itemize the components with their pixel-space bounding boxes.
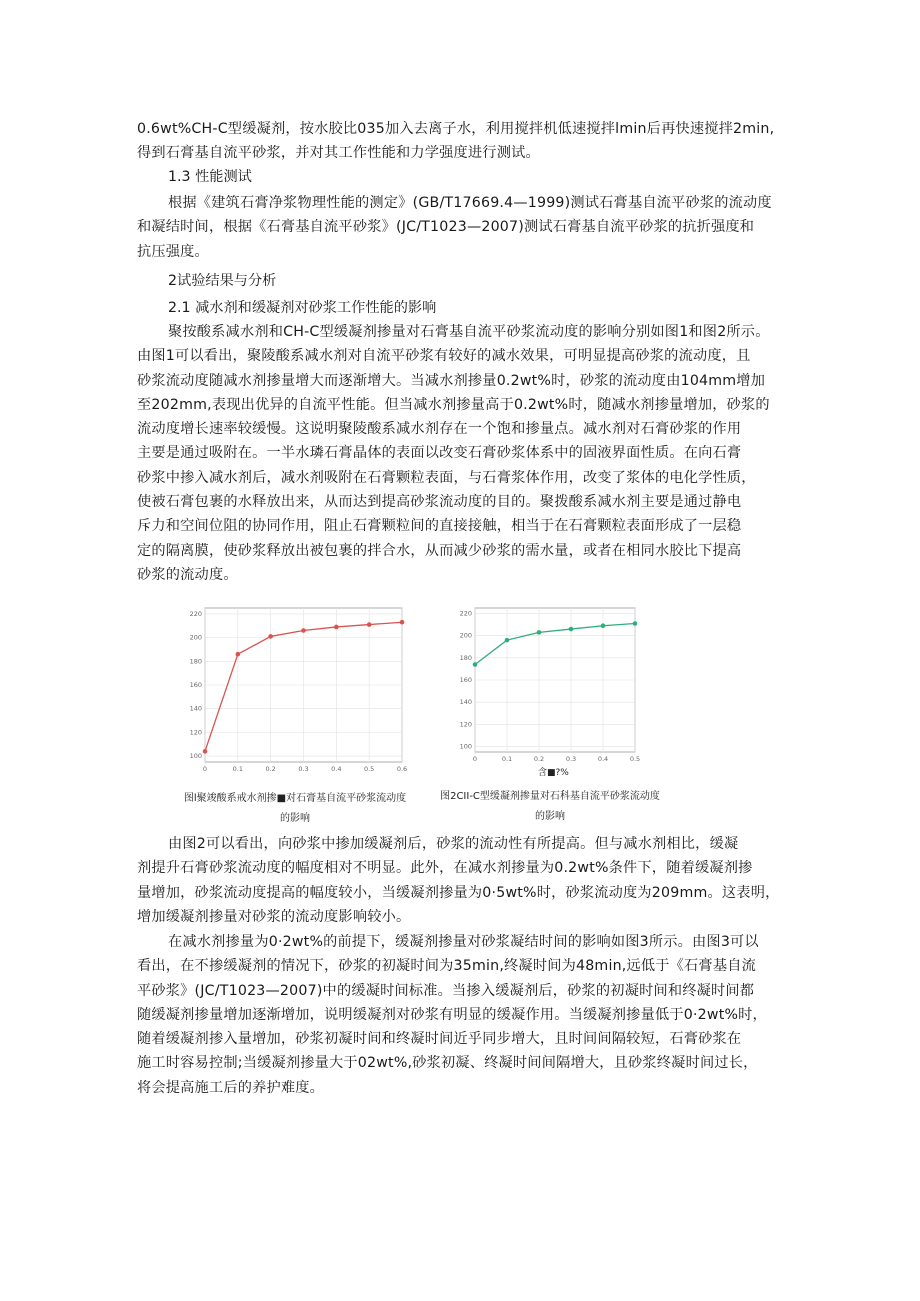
- data-point: [367, 622, 372, 627]
- figure-caption-line: 图l聚竣酸系戒水剂掺■对石膏基自流平砂浆流动度: [183, 793, 407, 804]
- text-line: 在减水剂掺量为0·2wt%的前提下，缓凝剂掺量对砂浆凝结时间的影响如图3所示。由图3可以: [168, 934, 759, 950]
- data-point: [301, 628, 306, 633]
- y-tick-label: 140: [189, 704, 202, 713]
- y-tick-label: 180: [189, 657, 202, 666]
- text-line: 增加缓凝剂掺量对砂浆的流动度影响较小。: [137, 908, 411, 925]
- data-point: [569, 627, 574, 632]
- text-line: 随着缓凝剂掺入量增加，砂浆初凝时间和终凝时间近乎同步增大，且时间间隔较短，石膏砂浆在: [137, 1031, 742, 1048]
- data-point: [633, 621, 638, 626]
- data-point: [334, 625, 339, 630]
- x-tick-label: 0.2: [265, 765, 276, 773]
- x-tick-label: 0.1: [232, 765, 244, 773]
- y-tick-label: 100: [189, 752, 202, 761]
- text-line: 流动度增长速率较缓慢。这说明聚陵酸系减水剂存在一个饱和掺量点。减水剂对石膏砂浆的作用: [137, 421, 742, 438]
- text-line: 主要是通过吸附在。一半水璘石膏晶体的表面以改变石膏砂浆体系中的固液界面性质。在向石膏: [137, 445, 742, 462]
- data-point: [400, 620, 405, 625]
- x-tick-label: 0: [202, 765, 208, 773]
- figure-2-chart: [450, 600, 650, 770]
- text-line: 聚按酸系减水剂和CH-C型缓凝剂掺量对石膏基自流平砂浆流动度的影响分别如图1和图2所示。: [168, 324, 770, 340]
- text-line: 斥力和空间位阻的协同作用，阻止石膏颗粒间的直接接触，相当于在石膏颗粒表面形成了一层稳: [137, 518, 742, 535]
- figure-2-x-sublabel: 含■?%: [538, 768, 569, 778]
- section-heading-2: 2试验结果与分析: [168, 273, 277, 289]
- text-line: 将会提高施工后的养护难度。: [137, 1079, 325, 1096]
- section-heading-2-1: 2.1 减水剂和缓凝剂对砂浆工作性能的影响: [168, 300, 437, 316]
- figure-caption-line: 的影响: [280, 813, 310, 824]
- paragraph-setting-time: [137, 930, 797, 1100]
- y-tick-label: 200: [459, 631, 472, 640]
- text-line: 剂提升石膏砂浆流动度的幅度相对不明显。此外，在减水剂掺量为0.2wt%条件下，随着缓凝剂掺: [137, 860, 753, 877]
- figure-caption-line: 的影响: [535, 811, 565, 822]
- data-point: [537, 630, 542, 635]
- paragraph-test-methods: [137, 191, 797, 264]
- text-line: 至202mm,表现出优异的自流平性能。但当减水剂掺量高于0.2wt%时，随减水剂掺量增加，砂浆的: [137, 396, 770, 413]
- data-point: [505, 638, 510, 643]
- y-tick-label: 160: [189, 681, 202, 689]
- x-tick-label: 0.1: [501, 755, 513, 763]
- data-point: [203, 749, 208, 754]
- y-tick-label: 120: [459, 720, 472, 729]
- y-tick-label: 120: [189, 728, 202, 737]
- data-point: [236, 652, 241, 657]
- y-tick-label: 200: [189, 633, 202, 642]
- paragraph-retarder-flow: [137, 832, 797, 929]
- y-tick-label: 180: [459, 653, 472, 662]
- text-line: 和凝结时间，根据《石膏基自流平砂浆》(JC/T1023—2007)测试石膏基自流平砂浆的抗折强度和: [137, 219, 755, 236]
- y-tick-label: 160: [459, 676, 472, 684]
- data-point: [268, 634, 273, 639]
- figure-2-caption: [415, 787, 685, 827]
- text-line: 砂浆中掺入减水剂后，减水剂吸附在石膏颗粒表面，与石膏浆体作用，改变了浆体的电化学性质，: [137, 469, 756, 486]
- text-line: 看出，在不掺缓凝剂的情况下，砂浆的初凝时间为35min,终凝时间为48min,远低于《石膏基自流: [137, 958, 756, 975]
- figure-caption-line: 图2CII-C型缓凝剂掺量对石科基自流平砂浆流动度: [440, 791, 660, 802]
- x-tick-label: 0.4: [331, 765, 342, 773]
- paragraph-intro: [137, 117, 797, 166]
- y-tick-label: 220: [189, 609, 202, 618]
- text-line: 施工时容易控制;当缓凝剂掺量大于02wt%,砂浆初凝、终凝时间间隔增大，且砂浆终凝时间过长，: [137, 1055, 758, 1072]
- paragraph-water-reducer: [137, 320, 797, 587]
- text-line: 得到石膏基自流平砂浆，并对其工作性能和力学强度进行测试。: [137, 145, 540, 162]
- figure-1-svg: [180, 600, 410, 780]
- x-tick-label: 0.4: [597, 755, 609, 763]
- y-tick-label: 100: [459, 742, 472, 751]
- x-tick-label: 0.6: [396, 765, 408, 773]
- figure-2-svg: [450, 600, 650, 770]
- text-line: 平砂浆》(JC/T1023—2007)中的缓凝时间标准。当掺入缓凝剂后，砂浆的初凝时间和终凝时间都: [137, 982, 755, 999]
- text-line: 使被石膏包裹的水释放出来，从而达到提高砂浆流动度的目的。聚拨酸系减水剂主要是通过静电: [137, 494, 742, 511]
- x-tick-label: 0.2: [533, 755, 545, 763]
- text-line: 由图2可以看出，向砂浆中掺加缓凝剂后，砂浆的流动性有所提高。但与减水剂相比，缓凝: [168, 836, 739, 852]
- figure-1-chart: [180, 600, 410, 780]
- x-tick-label: 0.3: [565, 755, 577, 763]
- section-heading-1-3: 1.3 性能测试: [168, 169, 252, 185]
- data-point: [473, 662, 478, 667]
- y-tick-label: 140: [459, 698, 472, 707]
- text-line: 随缓凝剂掺量增加逐渐增加，说明缓凝剂对砂浆有明显的缓凝作用。当缓凝剂掺量低于0·2wt%时，: [137, 1006, 767, 1023]
- text-line: 根据《建筑石膏净浆物理性能的测定》(GB/T17669.4—1999)测试石膏基自流平砂浆的流动度: [168, 195, 772, 211]
- x-tick-label: 0: [472, 755, 478, 763]
- text-line: 量增加，砂浆流动度提高的幅度较小，当缓凝剂掺量为0·5wt%时，砂浆流动度为209mm。这表明，: [137, 884, 780, 901]
- figure-1-caption: [160, 789, 430, 829]
- x-tick-label: 0.3: [298, 765, 309, 773]
- text-line: 砂浆流动度随减水剂掺量增大而逐渐增大。当减水剂掺量0.2wt%时，砂浆的流动度由104mm增加: [137, 372, 766, 389]
- text-line: 0.6wt%CH-C型缓凝剂，按水胶比035加入去离子水，利用搅拌机低速搅拌lmin后再快速搅拌2min,: [137, 121, 775, 137]
- text-line: 抗压强度。: [137, 243, 209, 260]
- text-line: 由图1可以看出，聚陵酸系减水剂对自流平砂浆有较好的减水效果，可明显提高砂浆的流动度，且: [137, 348, 751, 365]
- text-line: 砂浆的流动度。: [137, 566, 238, 583]
- data-point: [601, 623, 606, 628]
- text-line: 定的隔离膜，使砂浆释放出被包裹的拌合水，从而减少砂浆的需水量，或者在相同水胶比下提高: [137, 542, 742, 559]
- x-tick-label: 0.5: [629, 755, 641, 763]
- y-tick-label: 220: [459, 609, 472, 618]
- x-tick-label: 0.5: [363, 765, 375, 773]
